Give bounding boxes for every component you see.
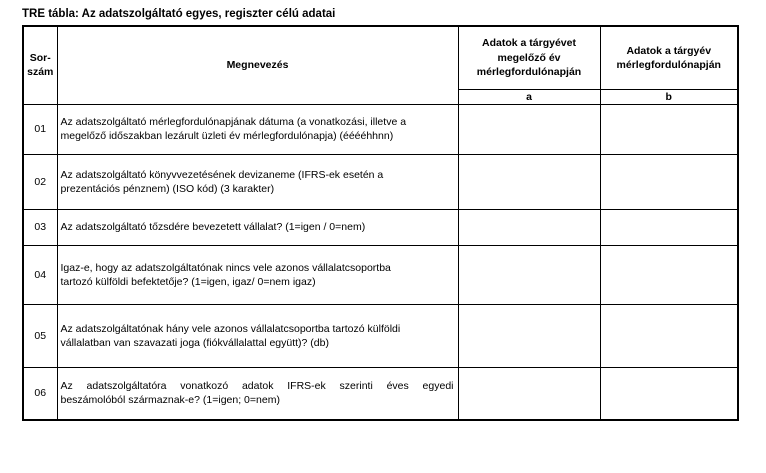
subheader-a: a (458, 89, 600, 104)
value-cell-a[interactable] (458, 367, 600, 420)
header-col-a-line2: megelőző év (497, 51, 561, 64)
row-description-line2: vállalatban van szavazati joga (fiókvállalattal együtt)? (db) (60, 336, 329, 349)
header-sorszam-line2: szám (27, 66, 54, 79)
row-number: 04 (23, 245, 57, 304)
header-col-b (600, 26, 738, 89)
value-cell-a[interactable] (458, 104, 600, 154)
row-number: 01 (23, 104, 57, 154)
value-cell-a[interactable] (458, 245, 600, 304)
header-row (23, 26, 738, 89)
row-description-line2: beszámolóból származnak-e? (1=igen; 0=nem) (60, 394, 280, 407)
row-description-line1: Az adatszolgáltatóra vonatkozó adatok IFRS-ek szerinti éves egyedi (60, 380, 454, 393)
header-sorszam (23, 26, 57, 104)
table-title: TRE tábla: Az adatszolgáltató egyes, regiszter célú adatai (22, 8, 336, 20)
row-description (57, 367, 458, 420)
value-cell-a[interactable] (458, 304, 600, 367)
table-row (23, 104, 738, 154)
header-col-a-line1: Adatok a tárgyévet (482, 37, 576, 50)
row-description-line1: Az adatszolgáltatónak hány vele azonos vállalatcsoportba tartozó külföldi (60, 322, 401, 335)
value-cell-a[interactable] (458, 154, 600, 209)
value-cell-b[interactable] (600, 245, 738, 304)
row-description (57, 304, 458, 367)
row-description-line2: tartozó külföldi befektetője? (1=igen, igaz/ 0=nem igaz) (60, 275, 316, 288)
row-number: 05 (23, 304, 57, 367)
row-description-line1: Az adatszolgáltató tőzsdére bevezetett vállalat? (1=igen / 0=nem) (60, 221, 366, 234)
row-description-line1: Az adatszolgáltató mérlegfordulónapjának dátuma (a vonatkozási, illetve a (60, 116, 407, 128)
table-row (23, 304, 738, 367)
row-description (57, 104, 458, 154)
header-col-a-line3: mérlegfordulónapján (476, 65, 582, 78)
row-description-line2: megelőző időszakban lezárult üzleti év mérlegfordulónapja) (ééééhhnn) (60, 130, 394, 143)
header-col-b-line1: Adatok a tárgyév (626, 44, 712, 57)
header-col-b-line2: mérlegfordulónapján (616, 58, 721, 71)
row-description (57, 209, 458, 245)
header-megnevezes (57, 26, 458, 104)
row-description-line2: prezentációs pénznem) (ISO kód) (3 karakter) (60, 182, 275, 195)
subheader-b: b (600, 89, 738, 104)
header-megnevezes-label: Megnevezés (226, 59, 289, 72)
row-number: 02 (23, 154, 57, 209)
table-row (23, 367, 738, 420)
header-col-a (458, 26, 600, 89)
row-description-line1: Az adatszolgáltató könyvvezetésének devizaneme (IFRS-ek esetén a (60, 168, 384, 181)
header-sorszam-line1: Sor- (29, 52, 51, 65)
tre-table (22, 25, 739, 421)
row-description (57, 245, 458, 304)
table-row (23, 209, 738, 245)
row-description-line1: Igaz-e, hogy az adatszolgáltatónak nincs vele azonos vállalatcsoportba (60, 261, 391, 274)
value-cell-b[interactable] (600, 104, 738, 154)
row-description (57, 154, 458, 209)
value-cell-a[interactable] (458, 209, 600, 245)
table-row (23, 245, 738, 304)
table-row (23, 154, 738, 209)
value-cell-b[interactable] (600, 209, 738, 245)
row-number: 03 (23, 209, 57, 245)
value-cell-b[interactable] (600, 367, 738, 420)
row-number: 06 (23, 367, 57, 420)
value-cell-b[interactable] (600, 304, 738, 367)
value-cell-b[interactable] (600, 154, 738, 209)
